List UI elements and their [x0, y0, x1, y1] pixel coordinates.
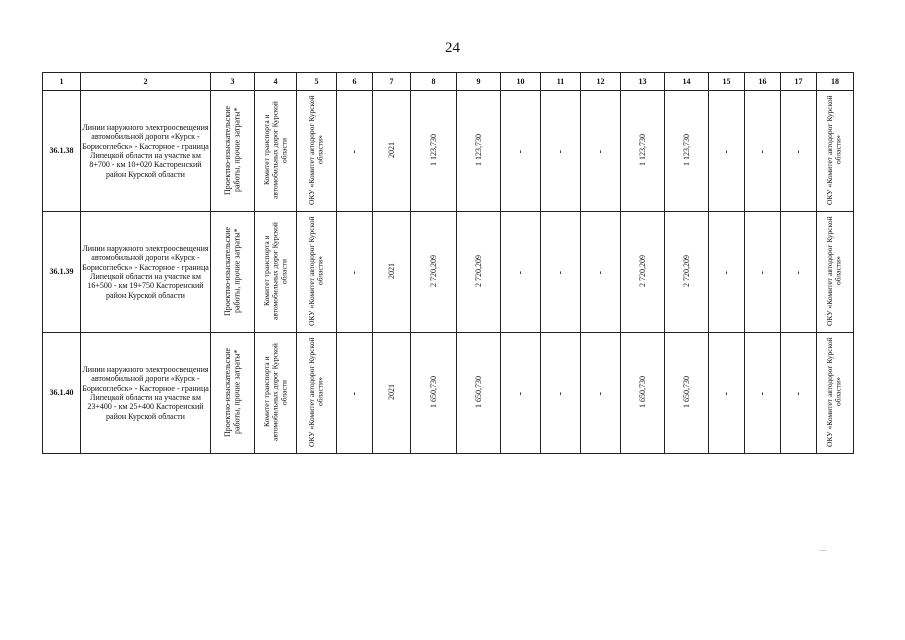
col13-value: 2 720,209 [637, 254, 647, 287]
table-row [43, 212, 854, 333]
col-header: 17 [781, 73, 817, 91]
executor-cell [297, 91, 337, 212]
col18-cell [817, 91, 854, 212]
col9-cell [457, 91, 501, 212]
object-name: Линии наружного электроосвещения автомобильной дороги «Курск - Борисоглебск» - Касторное - граница Липецкой области на участке км 8+700 - км 10+020 Касторенский район Курской области [81, 91, 211, 212]
col13-value: 1 650,730 [637, 375, 647, 408]
work-type: Проектно-изыскательские работы, прочие затраты* [223, 105, 242, 195]
col-header: 10 [501, 73, 541, 91]
col13-cell [621, 212, 665, 333]
col-header: 2 [81, 73, 211, 91]
col13-cell [621, 333, 665, 454]
col17-cell [781, 212, 817, 333]
work-type: Проектно-изыскательские работы, прочие затраты* [223, 347, 242, 437]
col18-value: ОКУ «Комитет автодорог Курской области» [825, 336, 843, 447]
col8-value: 2 720,209 [428, 254, 438, 287]
object-name: Линии наружного электроосвещения автомобильной дороги «Курск - Борисоглебск» - Касторное - граница Липецкой области на участке км 16+500 - км 19+750 Касторенский район Курской области [81, 212, 211, 333]
year-value: 2021 [386, 383, 396, 400]
executor-cell [297, 333, 337, 454]
col15-value: - [720, 270, 732, 275]
year-value: 2021 [386, 262, 396, 279]
table-row [43, 333, 854, 454]
executor-cell [297, 212, 337, 333]
col14-cell [665, 212, 709, 333]
col14-value: 1 123,730 [681, 133, 691, 166]
col11-cell [541, 333, 581, 454]
customer: Комитет транспорта и автомобильных дорог Курской области [261, 342, 288, 441]
col18-cell [817, 333, 854, 454]
col18-cell [817, 212, 854, 333]
col10-value: - [514, 391, 526, 396]
data-table [42, 72, 854, 454]
col10-cell [501, 333, 541, 454]
row-number: 36.1.39 [43, 212, 81, 333]
col9-value: 1 123,730 [473, 133, 483, 166]
col6-cell [337, 212, 373, 333]
col8-cell [411, 91, 457, 212]
col17-cell [781, 91, 817, 212]
col10-value: - [514, 149, 526, 154]
col12-value: - [594, 391, 606, 396]
col11-value: - [554, 149, 566, 154]
col14-value: 2 720,209 [681, 254, 691, 287]
col12-value: - [594, 149, 606, 154]
col18-value: ОКУ «Комитет автодорог Курской области» [825, 215, 843, 326]
col8-cell [411, 333, 457, 454]
col14-cell [665, 333, 709, 454]
col11-value: - [554, 270, 566, 275]
object-name: Линии наружного электроосвещения автомобильной дороги «Курск - Борисоглебск» - Касторное - граница Липецкой области на участке км 23+400 - км 25+400 Касторенский район Курской области [81, 333, 211, 454]
year-cell [373, 212, 411, 333]
col17-value: - [792, 391, 804, 396]
customer-cell [255, 91, 297, 212]
col6-value: - [348, 270, 360, 275]
col6-cell [337, 91, 373, 212]
col17-cell [781, 333, 817, 454]
work-type-cell [211, 333, 255, 454]
col-header: 9 [457, 73, 501, 91]
table-row [43, 91, 854, 212]
col-header: 15 [709, 73, 745, 91]
col17-value: - [792, 270, 804, 275]
executor: ОКУ «Комитет автодорог Курской области» [306, 94, 325, 205]
customer-cell [255, 333, 297, 454]
row-number: 36.1.38 [43, 91, 81, 212]
col9-cell [457, 212, 501, 333]
col15-cell [709, 91, 745, 212]
col-header: 13 [621, 73, 665, 91]
col10-cell [501, 212, 541, 333]
customer: Комитет транспорта и автомобильных дорог Курской области [261, 221, 288, 320]
col17-value: - [792, 149, 804, 154]
col12-cell [581, 212, 621, 333]
col-header: 8 [411, 73, 457, 91]
col8-value: 1 123,730 [428, 133, 438, 166]
col-header: 18 [817, 73, 854, 91]
col6-value: - [348, 391, 360, 396]
col16-value: - [756, 149, 768, 154]
col-header: 16 [745, 73, 781, 91]
col14-value: 1 650,730 [681, 375, 691, 408]
page-number: 24 [445, 40, 460, 56]
col14-cell [665, 91, 709, 212]
col13-value: 1 123,730 [637, 133, 647, 166]
col-header: 12 [581, 73, 621, 91]
col15-value: - [720, 149, 732, 154]
col10-cell [501, 91, 541, 212]
col15-value: - [720, 391, 732, 396]
col15-cell [709, 333, 745, 454]
col-header: 1 [43, 73, 81, 91]
col-header: 3 [211, 73, 255, 91]
col18-value: ОКУ «Комитет автодорог Курской области» [825, 94, 843, 205]
col16-value: - [756, 391, 768, 396]
col8-value: 1 650,730 [428, 375, 438, 408]
executor: ОКУ «Комитет автодорог Курской области» [306, 336, 325, 447]
col16-cell [745, 91, 781, 212]
col9-value: 2 720,209 [473, 254, 483, 287]
col11-cell [541, 212, 581, 333]
col9-value: 1 650,730 [473, 375, 483, 408]
col13-cell [621, 91, 665, 212]
col11-cell [541, 91, 581, 212]
work-type: Проектно-изыскательские работы, прочие затраты* [223, 226, 242, 316]
col16-cell [745, 333, 781, 454]
col6-cell [337, 333, 373, 454]
col16-value: - [756, 270, 768, 275]
col6-value: - [348, 149, 360, 154]
year-value: 2021 [386, 141, 396, 158]
col9-cell [457, 333, 501, 454]
work-type-cell [211, 91, 255, 212]
column-number-row [43, 73, 854, 91]
col-header: 7 [373, 73, 411, 91]
executor: ОКУ «Комитет автодорог Курской области» [306, 215, 325, 326]
col11-value: - [554, 391, 566, 396]
year-cell [373, 333, 411, 454]
col-header: 5 [297, 73, 337, 91]
col-header: 11 [541, 73, 581, 91]
col-header: 4 [255, 73, 297, 91]
row-number: 36.1.40 [43, 333, 81, 454]
col12-cell [581, 333, 621, 454]
col12-value: - [594, 270, 606, 275]
col-header: 14 [665, 73, 709, 91]
col8-cell [411, 212, 457, 333]
work-type-cell [211, 212, 255, 333]
year-cell [373, 91, 411, 212]
col16-cell [745, 212, 781, 333]
col10-value: - [514, 270, 526, 275]
col12-cell [581, 91, 621, 212]
customer-cell [255, 212, 297, 333]
col15-cell [709, 212, 745, 333]
scan-mark [820, 550, 826, 551]
customer: Комитет транспорта и автомобильных дорог Курской области [261, 100, 288, 199]
col-header: 6 [337, 73, 373, 91]
